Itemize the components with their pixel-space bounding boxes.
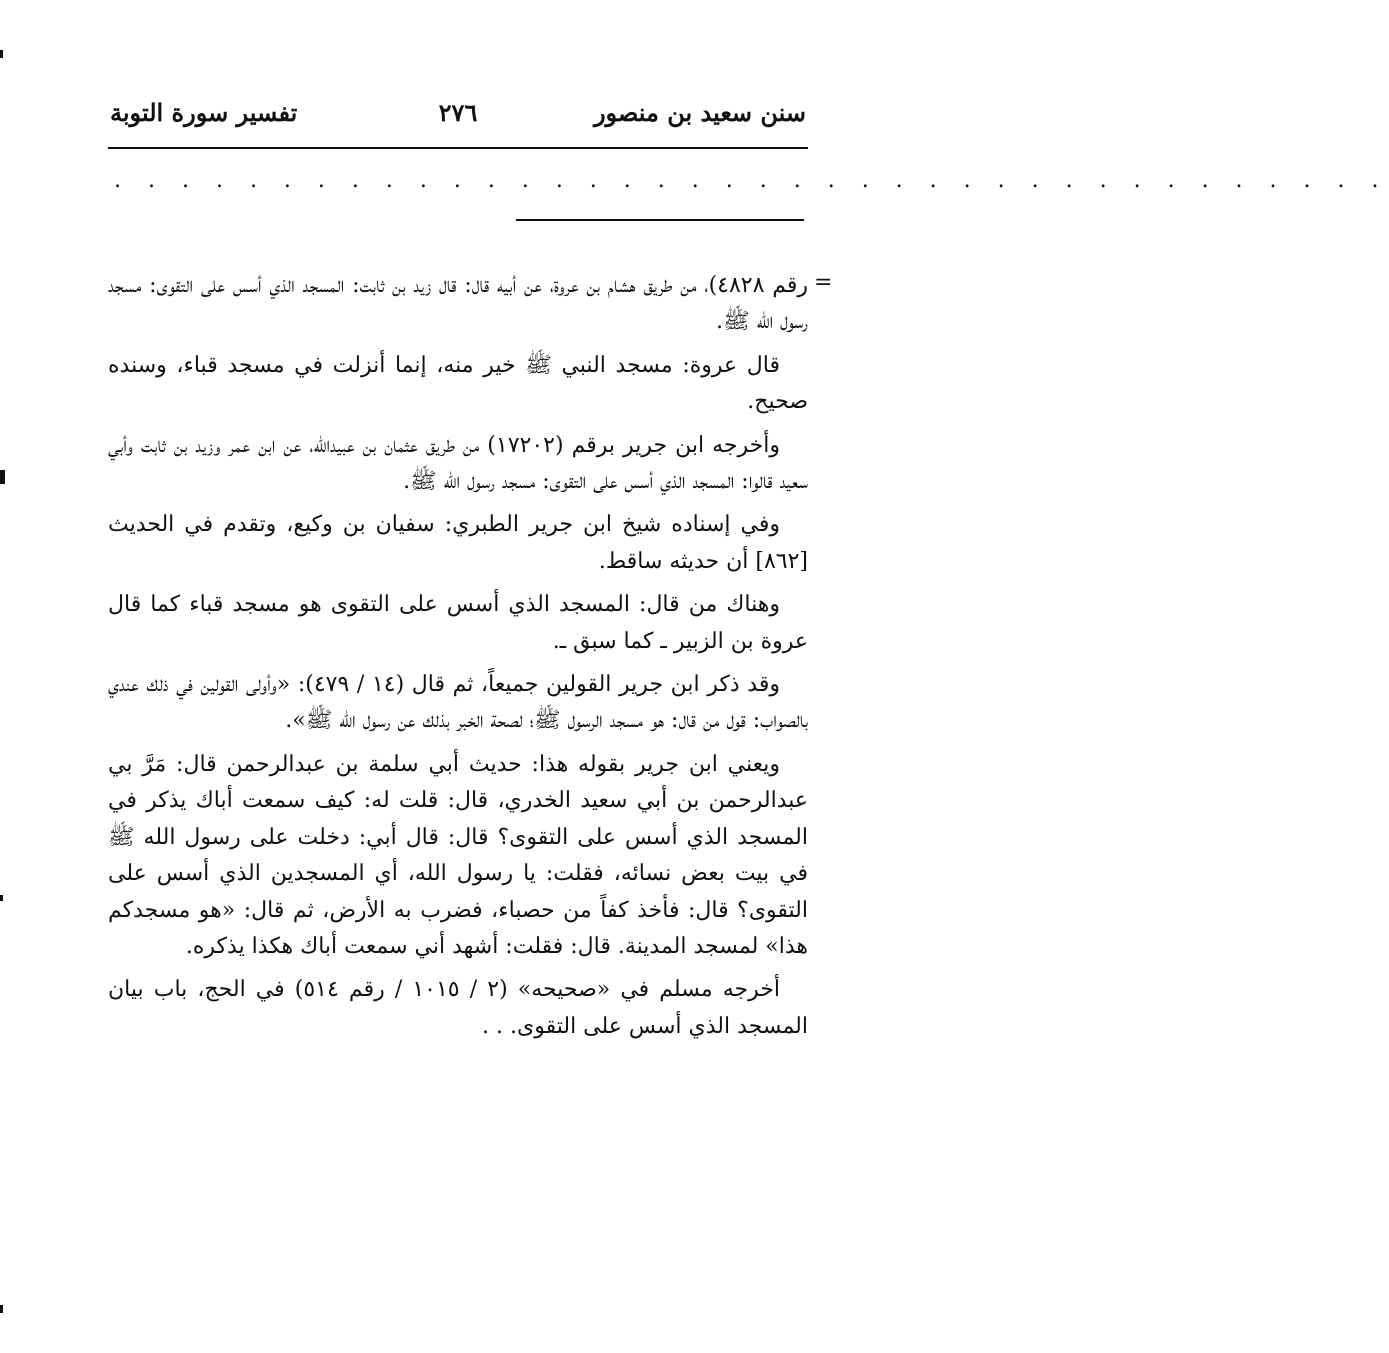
section-title: تفسير سورة التوبة	[110, 98, 298, 127]
paragraph: وقد ذكر ابن جرير القولين جميعاً، ثم قال (١٤ / ٤٧٩): «وأولى القولين في ذلك عندي بالصواب: قول من قال: هو مسجد الرسول ﷺ؛ لصحة الخبر بذلك عن رسول الله ﷺ».	[108, 672, 808, 734]
header-rule	[108, 147, 808, 149]
book-title: سنن سعيد بن منصور	[593, 98, 806, 127]
scan-edge-mark	[0, 1305, 3, 1313]
scan-edge-mark	[0, 470, 5, 484]
paragraph: ويعني ابن جرير بقوله هذا: حديث أبي سلمة بن عبدالرحمن قال: مَرَّ بي عبدالرحمن بن أبي سعيد الخدري، قال: قلت له: كيف سمعت أباك يذكر في المسجد الذي أسس على التقوى؟ قال: قال أبي: دخلت على رسول الله ﷺ في بيت بعض نسائه، فقلت: يا رسول الله، أي المسجدين الذي أسس على التقوى؟ قال: فأخذ كفاً من حصباء، فضرب به الأرض، ثم قال: «هو مسجدكم هذا» لمسجد المدينة. قال: فقلت: أشهد أني سمعت أباك هكذا يذكره.	[108, 751, 808, 959]
separator-dots: . . . . . . . . . . . . . . . . . . . . . . . . . . . . . . . . . . . . . .	[114, 168, 1389, 193]
paragraph: وفي إسناده شيخ ابن جرير الطبري: سفيان بن وكيع، وتقدم في الحديث [٨٦٢] أن حديثه ساقط.	[108, 512, 808, 574]
paragraph: قال عروة: مسجد النبي ﷺ خير منه، إنما أنزلت في مسجد قباء، وسنده صحيح.	[108, 352, 808, 415]
paragraph: وهناك من قال: المسجد الذي أسس على التقوى هو مسجد قباء كما قال عروة بن الزبير ـ كما سبق ـ.	[108, 592, 808, 654]
paragraph: رقم ٤٨٢٨)، من طريق هشام بن عروة، عن أبيه قال: قال زيد بن ثابت: المسجد الذي أسس على التقوى: مسجد رسول الله ﷺ.	[108, 273, 809, 335]
scan-edge-mark	[0, 895, 3, 901]
continuation-mark: =	[814, 270, 833, 295]
footnote-body	[108, 268, 808, 1052]
footnote-rule	[516, 219, 804, 221]
paragraph: وأخرجه ابن جرير برقم (١٧٢٠٢) من طريق عثمان بن عبيدالله، عن ابن عمر وزيد بن ثابت وأبي سعيد قالوا: المسجد الذي أسس على التقوى: مسجد رسول الله ﷺ.	[108, 432, 808, 495]
page-number: ٢٧٦	[438, 98, 478, 127]
scan-edge-mark	[0, 50, 3, 58]
paragraph: أخرجه مسلم في «صحيحه» (٢ / ١٠١٥ / رقم ٥١٤) في الحج، باب بيان المسجد الذي أسس على التقوى. . .	[108, 977, 808, 1039]
running-header	[110, 98, 806, 138]
